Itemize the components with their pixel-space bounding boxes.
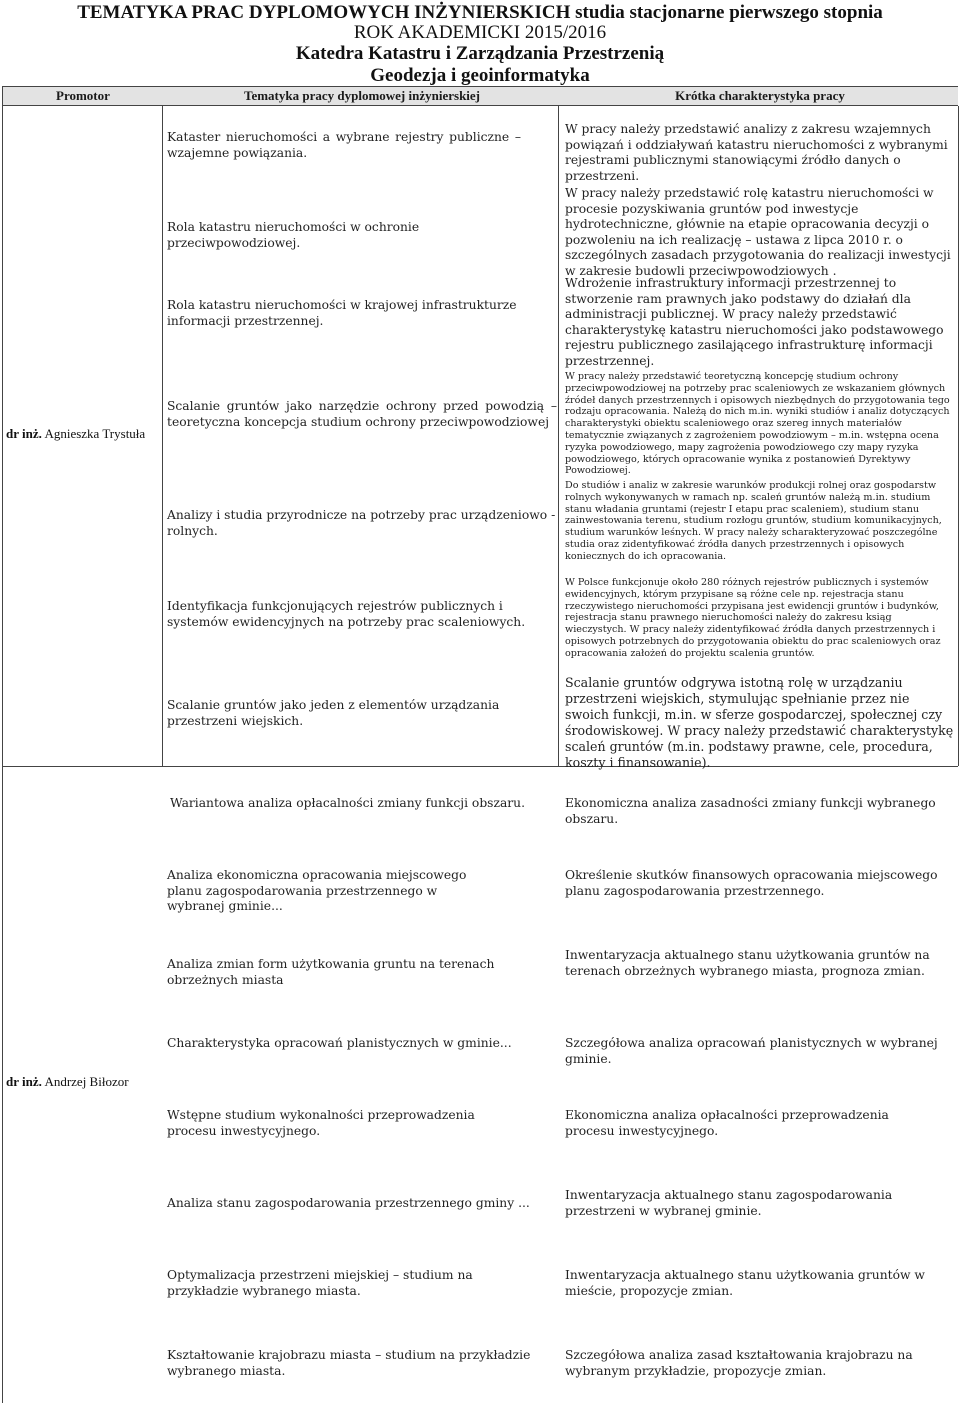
table-divider-promotor <box>162 106 163 766</box>
academic-year: ROK AKADEMICKI 2015/2016 <box>353 22 607 43</box>
topic-cell: Analiza ekonomiczna opracowania miejscowego planu zagospodarowania przestrzennego w wybranej gminie... <box>167 868 467 913</box>
description-cell: W pracy należy przedstawić rolę katastru nieruchomości w procesie pozyskiwania gruntów pod inwestycje hydrotechniczne, głównie na etapie opracowania decyzji o pozwoleniu na ich realizację – ustawa z lipca 2010 r. o szczególnych zasadach przygotowania do realizacji inwestycji w zakresie budowli przeciwpowodziowych . <box>565 186 951 278</box>
table-divider-topic <box>558 106 559 766</box>
description-cell: Wdrożenie infrastruktury informacji przestrzennej to stworzenie ram prawnych jako podstawy do działań dla administracji publicznej. W pracy należy przedstawić charakterystykę katastru nieruchomości jako podstawowego rejestru publicznego zasilającego infrastrukturę informacji przestrzennej. <box>565 276 944 368</box>
description-cell: Szczegółowa analiza zasad kształtowania krajobrazu na wybranym przykładzie, propozycje zmian. <box>565 1348 913 1378</box>
column-header-topic: Tematyka pracy dyplomowej inżynierskiej <box>243 88 481 103</box>
promotor-name: dr inż. Agnieszka Trystuła <box>6 426 146 441</box>
topic-cell: Analiza stanu zagospodarowania przestrzennego gminy ... <box>167 1196 530 1210</box>
topic-cell: Optymalizacja przestrzeni miejskiej – studium na przykładzie wybranego miasta. <box>167 1268 473 1298</box>
department-name: Katedra Katastru i Zarządzania Przestrzenią <box>295 43 665 64</box>
topic-cell: Kształtowanie krajobrazu miasta – studium na przykładzie wybranego miasta. <box>167 1348 531 1378</box>
topic-cell: Scalanie gruntów jako jeden z elementów urządzania przestrzeni wiejskich. <box>167 698 500 728</box>
promotor-name: dr inż. Andrzej Biłozor <box>6 1074 129 1089</box>
topic-cell: Wstępne studium wykonalności przeprowadzenia procesu inwestycyjnego. <box>167 1108 475 1138</box>
description-cell: Inwentaryzacja aktualnego stanu zagospodarowania przestrzeni w wybranej gminie. <box>565 1188 893 1218</box>
description-cell: Do studiów i analiz w zakresie warunków produkcji rolnej oraz gospodarstw rolnych wykonywanych w ramach np. scaleń gruntów należą m.in. studium stanu władania gruntami (rejestr I etapu prac scaleniem), studium stanu zainwestowania terenu, studium rozłogu gruntów, studium komunikacyjnych, studium warunków leśnych. W pracy należy scharakteryzować poszczególne studia oraz zidentyfikować źródła danych przestrzennych i opisowych koniecznych do ich opracowania. <box>565 480 942 562</box>
description-cell: Inwentaryzacja aktualnego stanu użytkowania gruntów w mieście, propozycje zmian. <box>565 1268 925 1298</box>
topic-cell: Analiza zmian form użytkowania gruntu na terenach obrzeżnych miasta <box>167 957 495 987</box>
table-border-right <box>958 106 959 766</box>
column-header-promotor: Promotor <box>56 88 110 103</box>
description-cell: Scalanie gruntów odgrywa istotną rolę w urządzaniu przestrzeni wiejskich, stymulując spełnianie przez nie swoich funkcji, m.in. w sferze gospodarczej, społecznej czy środowiskowej. W pracy należy przedstawić charakterystykę scaleń gruntów (m.in. podstawy prawne, cele, procedura, koszty i finansowanie). <box>565 675 954 770</box>
topic-cell: Kataster nieruchomości a wybrane rejestry publiczne – wzajemne powiązania. <box>167 130 521 160</box>
description-cell: Ekonomiczna analiza zasadności zmiany funkcji wybranego obszaru. <box>565 796 936 826</box>
field-of-study: Geodezja i geoinformatyka <box>370 65 590 86</box>
topic-cell: Wariantowa analiza opłacalności zmiany funkcji obszaru. <box>170 796 526 810</box>
topic-cell: Analizy i studia przyrodnicze na potrzeby prac urządzeniowo - rolnych. <box>167 508 556 538</box>
description-cell: Inwentaryzacja aktualnego stanu użytkowania gruntów na terenach obrzeżnych wybranego miasta, prognoza zmian. <box>565 948 930 978</box>
description-cell: W Polsce funkcjonuje około 280 różnych rejestrów publicznych i systemów ewidencyjnych, którym przypisane są różne cele np. rejestracja stanu rzeczywistego nieruchomości przypisana jest ewidencji gruntów i budynków, rejestracja stanu prawnego nieruchomości należy do zakresu ksiąg wieczystych. W pracy należy zidentyfikować źródła danych przestrzennych i opisowych potrzebnych do przygotowania obiektu do prac scaleniowych oraz opracowania założeń do projektu scalenia gruntów. <box>565 577 941 659</box>
topic-cell: Rola katastru nieruchomości w krajowej infrastrukturze informacji przestrzennej. <box>167 298 517 328</box>
topic-cell: Rola katastru nieruchomości w ochronie przeciwpowodziowej. <box>167 220 420 250</box>
topic-cell: Identyfikacja funkcjonujących rejestrów publicznych i systemów ewidencyjnych na potrzeby prac scaleniowych. <box>167 599 526 629</box>
table-border-left <box>2 86 3 1403</box>
description-cell: Ekonomiczna analiza opłacalności przeprowadzenia procesu inwestycyjnego. <box>565 1108 889 1138</box>
description-cell: W pracy należy przedstawić analizy z zakresu wzajemnych powiązań i oddziaływań katastru nieruchomości z wybranymi rejestrami publicznymi stanowiącymi źródło danych o przestrzeni. <box>565 122 948 183</box>
topic-cell: Scalanie gruntów jako narzędzie ochrony przed powodzią – teoretyczna koncepcja studium ochrony przeciwpowodziowej <box>167 399 557 429</box>
table-header <box>2 86 958 106</box>
topic-cell: Charakterystyka opracowań planistycznych w gminie... <box>167 1036 512 1050</box>
description-cell: W pracy należy przedstawić teoretyczną koncepcję studium ochrony przeciwpowodziowej na potrzeby prac scaleniowych ze wskazaniem głównych źródeł danych przestrzennych i opisowych niezbędnych do przygotowania tego rodzaju opracowania. Należą do nich m.in. wyniki studiów i analiz dotyczących charakterystyki obiektu scaleniowego oraz szereg innych materiałów tematycznie związanych z zagrożeniem powodziowym – m.in. wstępna ocena ryzyka powodziowego, mapy zagrożenia powodziowego czy mapy ryzyka powodziowego, których opracowanie wynika z postanowień Dyrektywy Powodziowej. <box>565 371 950 477</box>
column-header-description: Krótka charakterystyka pracy <box>675 88 845 103</box>
description-cell: Szczegółowa analiza opracowań planistycznych w wybranej gminie. <box>565 1036 938 1066</box>
document-title: TEMATYKA PRAC DYPLOMOWYCH INŻYNIERSKICH studia stacjonarne pierwszego stopnia <box>77 2 883 23</box>
description-cell: Określenie skutków finansowych opracowania miejscowego planu zagospodarowania przestrzennego. <box>565 868 938 898</box>
